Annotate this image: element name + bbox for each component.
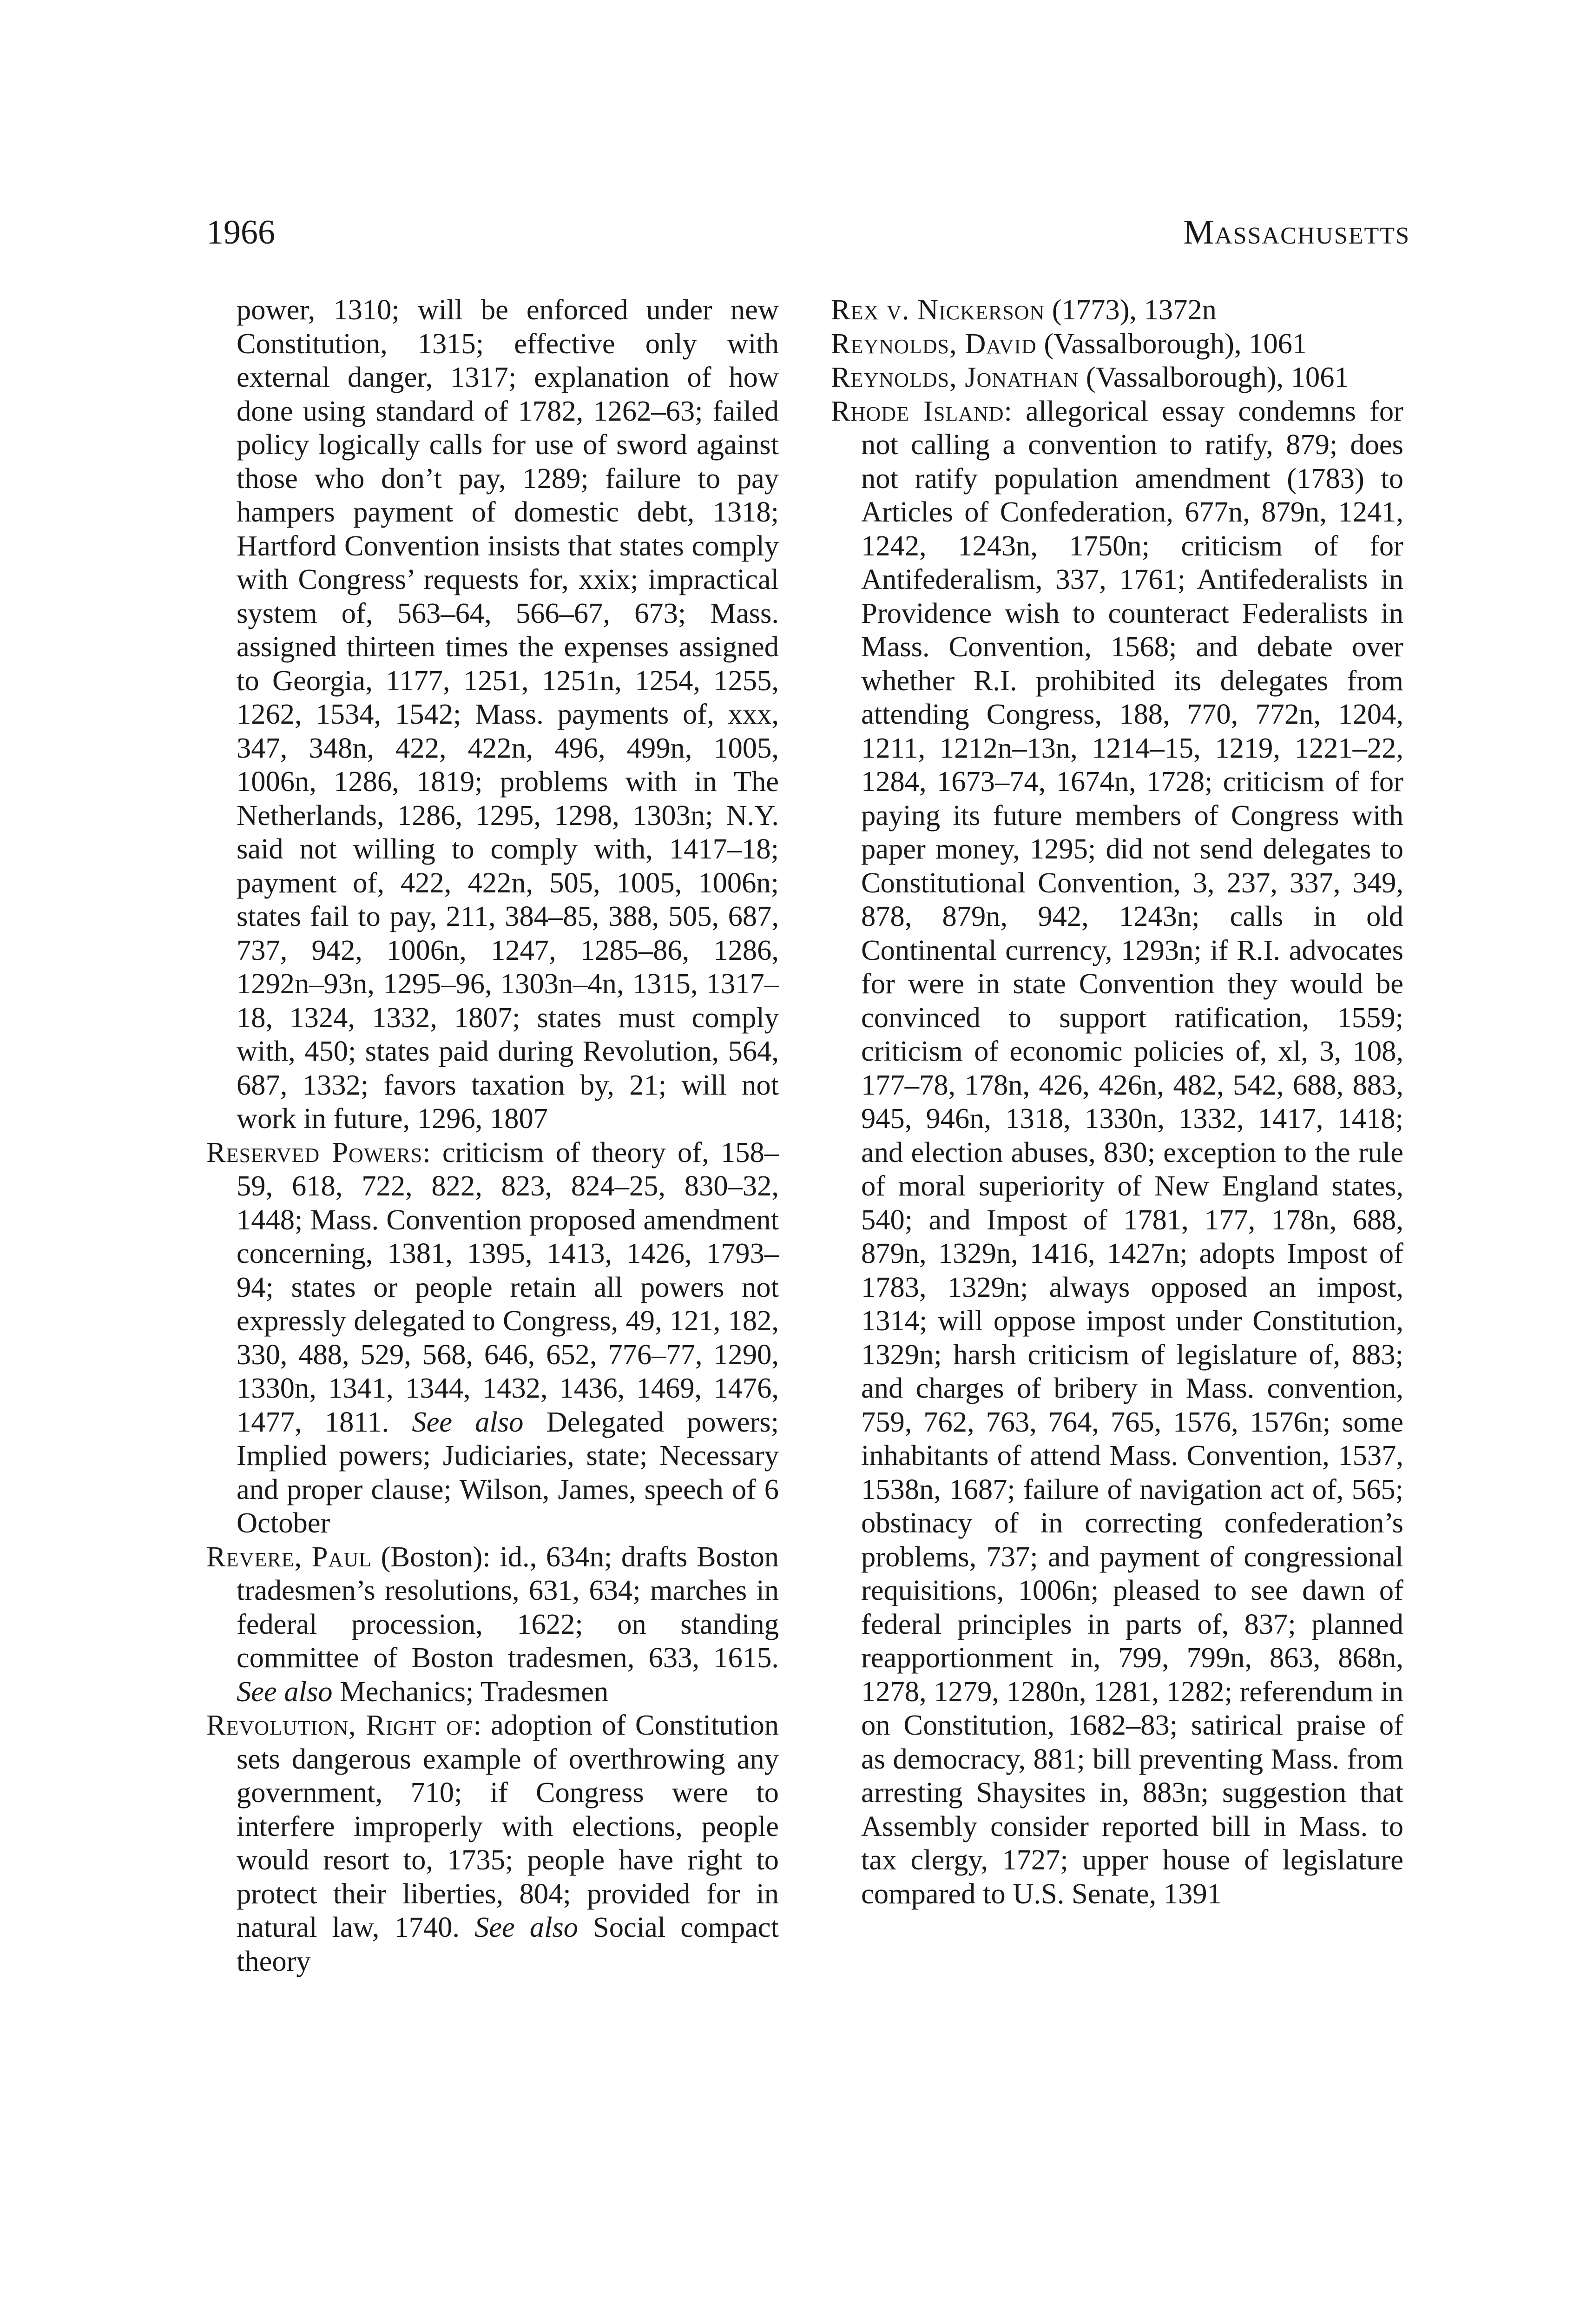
continued-entry [206, 293, 779, 1136]
see-also-text: Delegated powers; Implied powers; Judiciaries, state; Necessary and proper clause; Wilson, James, speech of 6 October [237, 1405, 779, 1539]
left-column [206, 293, 779, 1978]
entry-text: : criticism of theory of, 158–59, 618, 722, 822, 823, 824–25, 830–32, 1448; Mass. Convention proposed amendment concerning, 1381, 1395, 1413, 1426, 1793–94; states or people retain all powers not expressly delegated to Congress, 49, 121, 182, 330, 488, 529, 568, 646, 652, 776–77, 1290, 1330n, 1341, 1344, 1432, 1436, 1469, 1476, 1477, 1811. [237, 1136, 779, 1438]
entry-heading: Revere, Paul [206, 1540, 372, 1573]
right-column [831, 293, 1403, 1910]
index-entry-reynolds-david [831, 327, 1403, 361]
entry-text: (1773), 1372n [1045, 293, 1217, 326]
index-entry-reserved-powers [206, 1136, 779, 1540]
index-entry-rhode-island [831, 394, 1403, 1911]
entry-heading: Rex v. Nickerson [831, 293, 1045, 326]
entry-heading: Revolution, Right of [206, 1709, 474, 1741]
entry-heading: Reynolds, David [831, 327, 1037, 360]
running-head: Massachusetts [1183, 213, 1410, 251]
entry-text: (Vassalborough), 1061 [1079, 361, 1349, 393]
entry-text: power, 1310; will be enforced under new Constitution, 1315; effective only with external danger, 1317; explanation of how done using standard of 1782, 1262–63; failed policy logically calls for use of sword against those who don’t pay, 1289; failure to pay hampers payment of domestic debt, 1318; Hartford Convention insists that states comply with Congress’ requests for, xxix; impractical system of, 563–64, 566–67, 673; Mass. assigned thirteen times the expenses assigned to Georgia, 1177, 1251, 1251n, 1254, 1255, 1262, 1534, 1542; Mass. payments of, xxx, 347, 348n, 422, 422n, 496, 499n, 1005, 1006n, 1286, 1819; problems with in The Netherlands, 1286, 1295, 1298, 1303n; N.Y. said not willing to comply with, 1417–18; payment of, 422, 422n, 505, 1005, 1006n; states fail to pay, 211, 384–85, 388, 505, 687, 737, 942, 1006n, 1247, 1285–86, 1286, 1292n–93n, 1295–96, 1303n–4n, 1315, 1317–18, 1324, 1332, 1807; states must comply with, 450; states paid during Revolution, 564, 687, 1332; favors taxation by, 21; will not work in future, 1296, 1807 [237, 293, 779, 1135]
entry-text: : adoption of Constitution sets dangerous example of overthrowing any government, 710; if Congress were to interfere improperly with elections, people would resort to, 1735; people have right to protect their liberties, 804; provided for in natural law, 1740. [237, 1709, 779, 1943]
page-header [206, 209, 1410, 256]
entry-text: : allegorical essay condemns for not calling a convention to ratify, 879; does not ratify population amendment (1783) to Articles of Confederation, 677n, 879n, 1241, 1242, 1243n, 1750n; criticism of for Antifederalism, 337, 1761; Antifederalists in Providence wish to counteract Federalists in Mass. Convention, 1568; and debate over whether R.I. prohibited its delegates from attending Congress, 188, 770, 772n, 1204, 1211, 1212n–13n, 1214–15, 1219, 1221–22, 1284, 1673–74, 1674n, 1728; criticism of for paying its future members of Congress with paper money, 1295; did not send delegates to Constitutional Convention, 3, 237, 337, 349, 878, 879n, 942, 1243n; calls in old Continental currency, 1293n; if R.I. advocates for were in state Convention they would be convinced to support ratification, 1559; criticism of economic policies of, xl, 3, 108, 177–78, 178n, 426, 426n, 482, 542, 688, 883, 945, 946n, 1318, 1330n, 1332, 1417, 1418; and election abuses, 830; exception to the rule of moral superiority of New England states, 540; and Impost of 1781, 177, 178n, 688, 879n, 1329n, 1416, 1427n; adopts Impost of 1783, 1329n; always opposed an impost, 1314; will oppose impost under Constitution, 1329n; harsh criticism of legislature of, 883; and charges of bribery in Mass. convention, 759, 762, 763, 764, 765, 1576, 1576n; some inhabitants of attend Mass. Convention, 1537, 1538n, 1687; failure of navigation act of, 565; obstinacy of in correcting confederation’s problems, 737; and payment of congressional requisitions, 1006n; pleased to see dawn of federal principles in parts of, 837; planned reapportionment in, 799, 799n, 863, 868n, 1278, 1279, 1280n, 1281, 1282; referendum in on Constitution, 1682–83; satirical praise of as democracy, 881; bill preventing Mass. from arresting Shaysites in, 883n; suggestion that Assembly consider reported bill in Mass. to tax clergy, 1727; upper house of legislature compared to U.S. Senate, 1391 [861, 394, 1403, 1910]
entry-text: (Vassalborough), 1061 [1036, 327, 1307, 360]
page-number: 1966 [206, 213, 275, 251]
see-also-label: See also [474, 1911, 579, 1943]
entry-heading: Rhode Island [831, 394, 1004, 427]
entry-heading: Reserved Powers [206, 1136, 423, 1169]
see-also-text: Social compact theory [237, 1911, 779, 1977]
see-also-text: Mechanics; Tradesmen [332, 1675, 609, 1708]
entry-heading: Reynolds, Jonathan [831, 361, 1079, 393]
entry-text: (Boston): id., 634n; drafts Boston tradesmen’s resolutions, 631, 634; marches in federal procession, 1622; on standing committee of Boston tradesmen, 633, 1615. [237, 1540, 779, 1674]
see-also-label: See also [237, 1675, 333, 1708]
index-entry-reynolds-jonathan [831, 360, 1403, 394]
see-also-label: See also [412, 1405, 524, 1438]
index-entry-revolution-right-of [206, 1708, 779, 1978]
index-entry-revere-paul [206, 1540, 779, 1709]
index-entry-rex-v-nickerson [831, 293, 1403, 327]
